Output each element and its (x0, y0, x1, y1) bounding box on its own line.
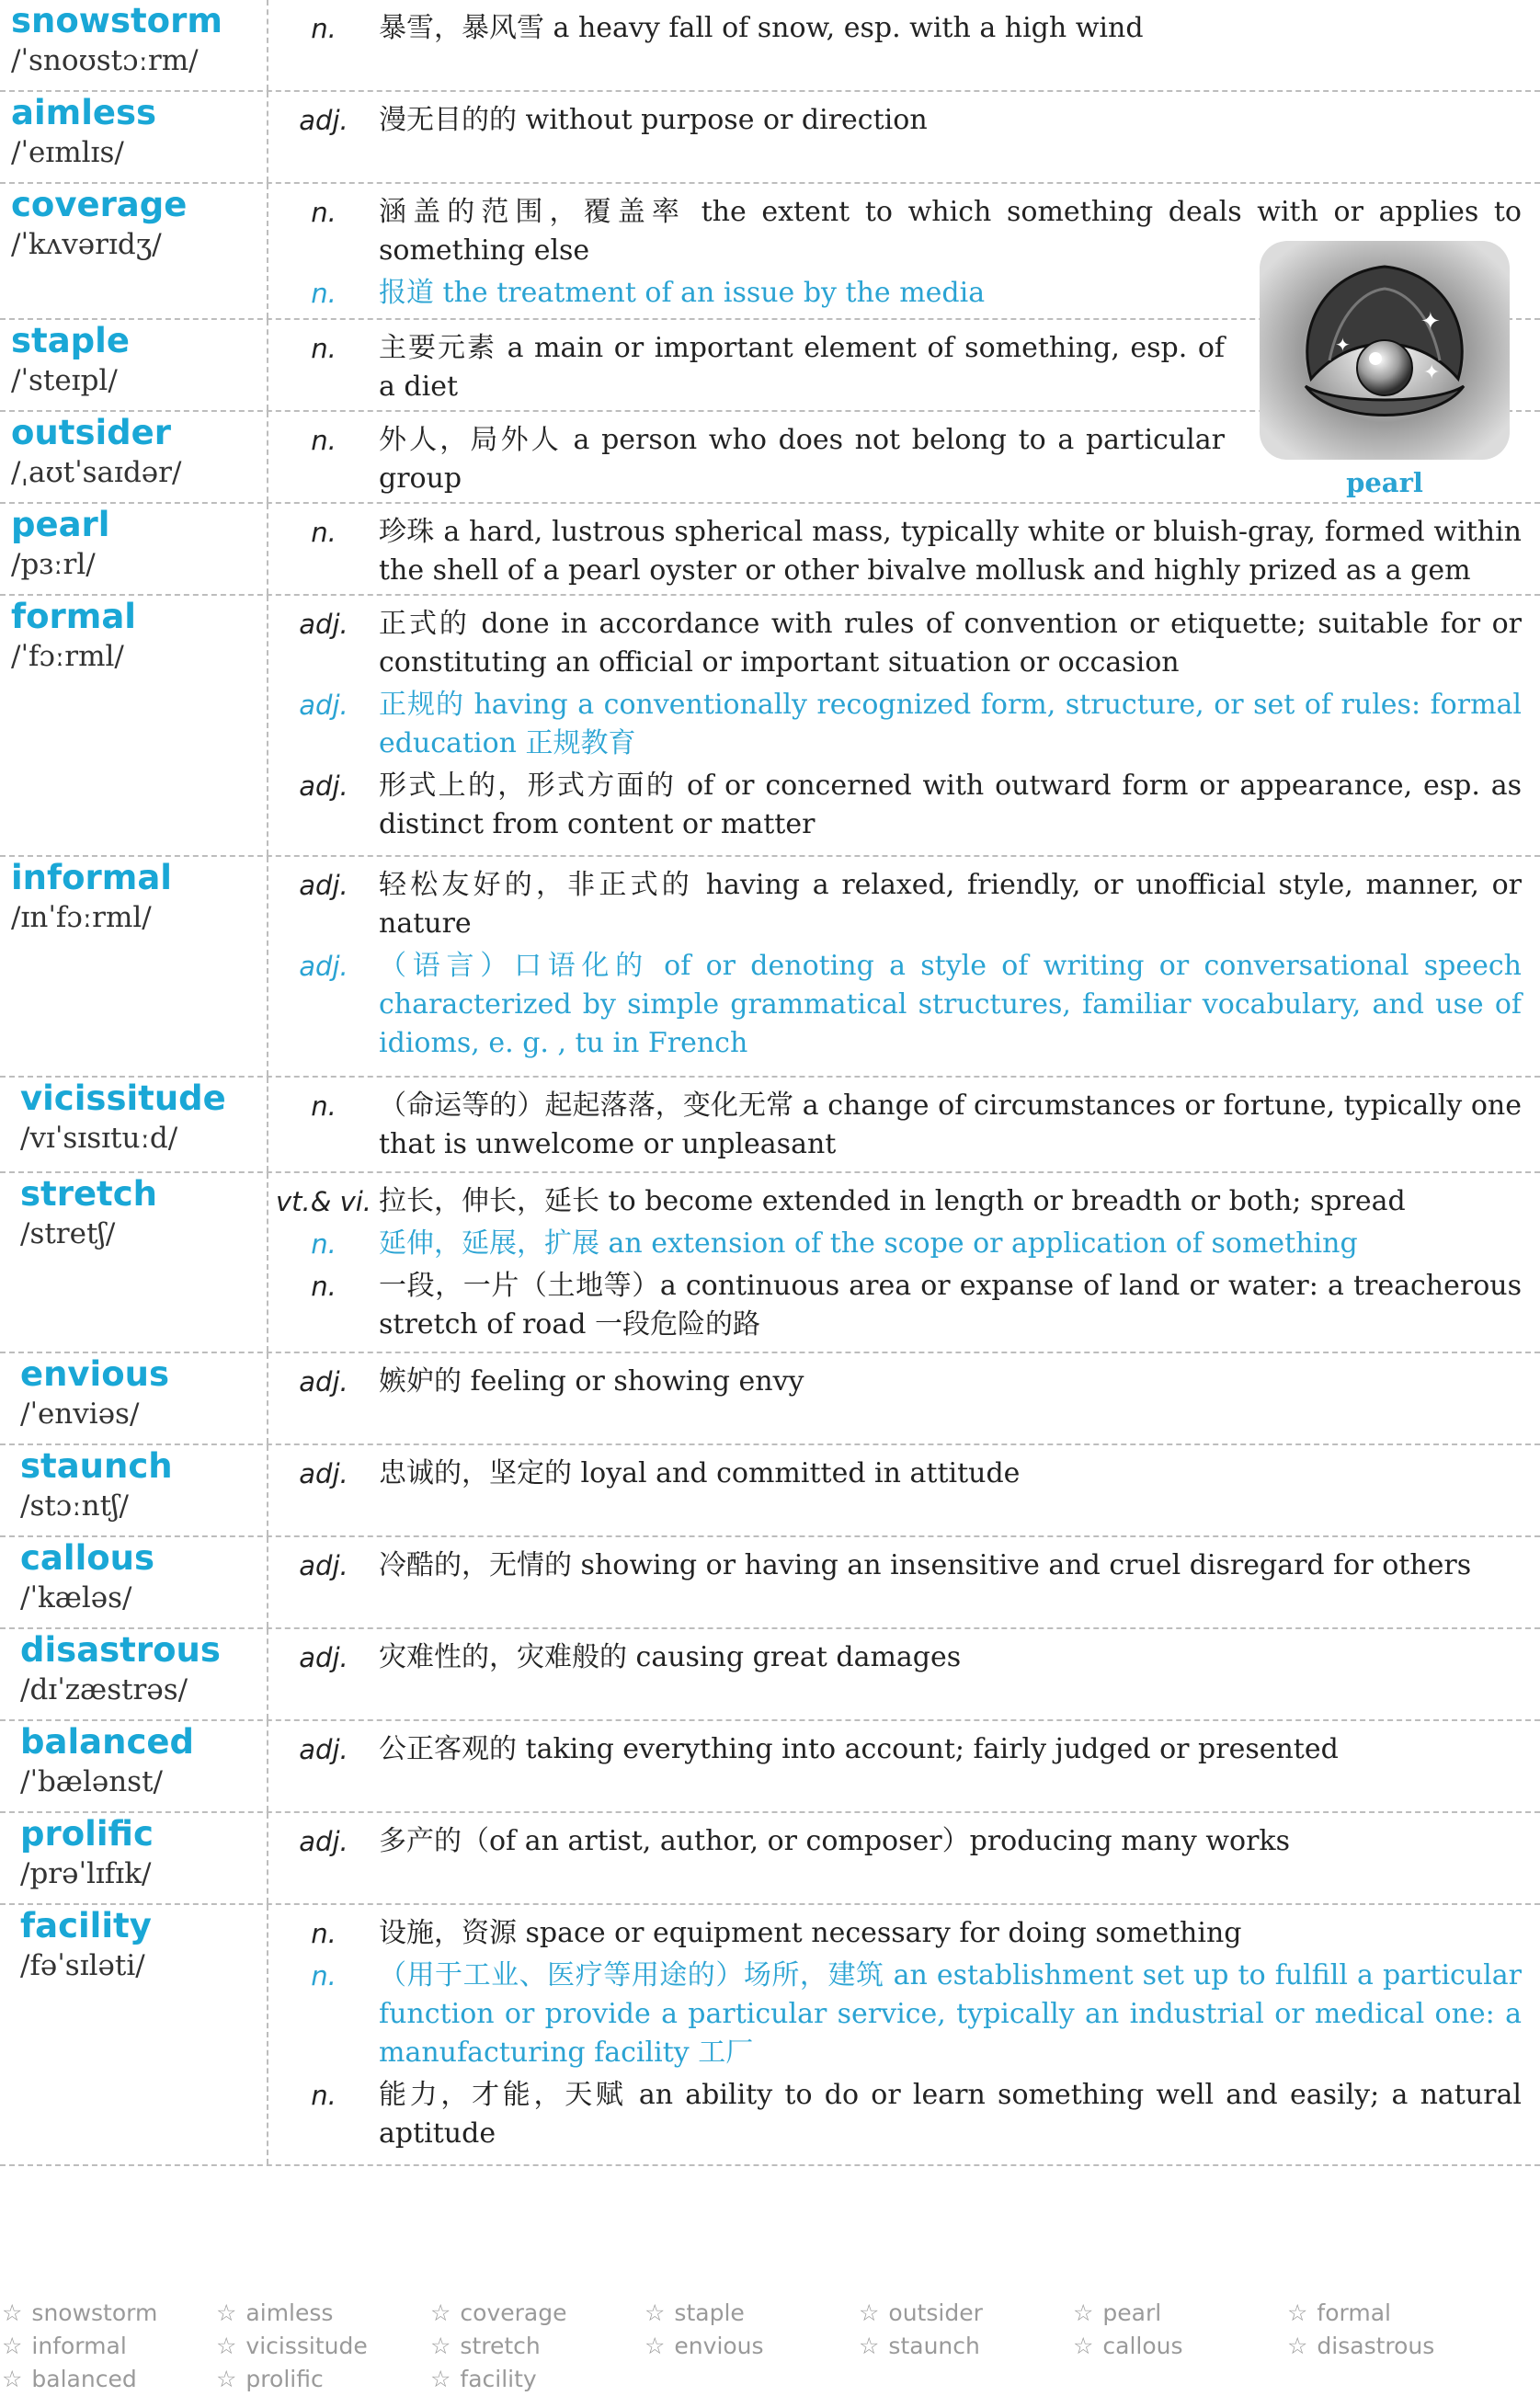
headword: stretch (20, 1174, 158, 1214)
pronunciation: /ɪnˈfɔːrml/ (11, 901, 152, 934)
pronunciation: /prəˈlɪfɪk/ (20, 1857, 152, 1890)
star-icon: ☆ (216, 2299, 237, 2326)
headword-cell (0, 0, 268, 90)
headword-cell (0, 1537, 268, 1627)
definition-text: 冷酷的，无情的 showing or having an insensitive and cruel disregard for others (379, 1549, 1472, 1581)
sense (268, 1730, 1522, 1769)
index-label: informal (31, 2333, 127, 2359)
index-label: prolific (245, 2366, 324, 2392)
sense (268, 1182, 1522, 1221)
pearl-illustration (1260, 241, 1510, 498)
index-item[interactable] (857, 2330, 1071, 2363)
index-item[interactable] (1071, 2297, 1285, 2330)
part-of-speech: n. (311, 2080, 337, 2111)
part-of-speech: n. (311, 425, 337, 456)
index-row (0, 2297, 1540, 2330)
part-of-speech: n. (311, 1228, 337, 1260)
definition-text: 嫉妒的 feeling or showing envy (379, 1365, 804, 1398)
sense (268, 866, 1522, 943)
entry-vicissitude (0, 1078, 1540, 1173)
definitions (268, 596, 1540, 855)
definition-text: 公正客观的 taking everything into account; fairly judged or presented (379, 1733, 1339, 1765)
headword-cell (0, 412, 268, 502)
index-label: snowstorm (31, 2299, 158, 2326)
definition-text: 主要元素 a main or important element of something, esp. of a diet (379, 332, 1225, 403)
star-icon: ☆ (430, 2366, 451, 2392)
headword: staunch (20, 1446, 173, 1486)
definitions (268, 504, 1540, 594)
headword: facility (20, 1906, 152, 1945)
headword-cell (0, 1353, 268, 1443)
svg-text:✦: ✦ (1423, 361, 1441, 384)
part-of-speech: adj. (299, 770, 348, 802)
definitions (268, 1537, 1540, 1627)
sense (268, 1822, 1522, 1861)
definitions (268, 0, 1540, 90)
star-icon: ☆ (1073, 2333, 1094, 2359)
sense (268, 767, 1522, 844)
index-item[interactable] (428, 2297, 643, 2330)
definition-text: 轻松友好的，非正式的 having a relaxed, friendly, or unofficial style, manner, or nature (379, 869, 1522, 940)
sense (268, 1087, 1522, 1164)
definition-text: 拉长，伸长，延长 to become extended in length or breadth or both; spread (379, 1185, 1406, 1217)
part-of-speech: n. (311, 333, 337, 364)
star-icon: ☆ (216, 2333, 237, 2359)
headword: snowstorm (11, 1, 222, 40)
definition-text: 形式上的，形式方面的 of or concerned with outward form or appearance, esp. as distinct from content or matter (379, 770, 1522, 840)
entry-envious (0, 1353, 1540, 1445)
headword-cell (0, 1078, 268, 1171)
index-row (0, 2330, 1540, 2363)
definition-text: 暴雪，暴风雪 a heavy fall of snow, esp. with a high wind (379, 12, 1144, 44)
index-item[interactable] (643, 2330, 857, 2363)
index-label: callous (1102, 2333, 1183, 2359)
definition-text: （语言）口语化的 of or denoting a style of writing or conversational speech characterized by simple grammatical structures, familiar vocabulary, and use of idioms, e. g. , tu in French (379, 950, 1522, 1059)
pronunciation: /pɜːrl/ (11, 548, 96, 581)
entry-balanced (0, 1721, 1540, 1813)
index-item[interactable] (1071, 2330, 1285, 2363)
entry-stretch (0, 1173, 1540, 1353)
entry-staunch (0, 1445, 1540, 1537)
index-label: facility (460, 2366, 537, 2392)
headword: staple (11, 321, 130, 360)
index-label: disastrous (1317, 2333, 1435, 2359)
definitions (268, 857, 1540, 1076)
headword-cell (0, 320, 268, 410)
sense (268, 513, 1522, 590)
svg-text:✦: ✦ (1335, 334, 1351, 356)
index-item[interactable] (643, 2297, 857, 2330)
definition-text: 正规的 having a conventionally recognized form, structure, or set of rules: formal education 正规教育 (379, 689, 1522, 759)
pronunciation: /stɔːntʃ/ (20, 1489, 129, 1523)
headword: formal (11, 597, 136, 636)
pronunciation: /ˈenviəs/ (20, 1398, 140, 1431)
entry-disastrous (0, 1629, 1540, 1721)
index-item[interactable] (1285, 2297, 1500, 2330)
definitions (268, 1445, 1540, 1535)
headword-cell (0, 92, 268, 182)
headword-cell (0, 1721, 268, 1811)
sense (268, 1455, 1522, 1493)
pronunciation: /ˈsnoʊstɔːrm/ (11, 44, 199, 77)
part-of-speech: n. (311, 197, 337, 228)
definition-text: 涵盖的范围，覆盖率 the extent to which something deals with or applies to something else (379, 196, 1522, 267)
definitions (268, 1173, 1540, 1352)
part-of-speech: n. (311, 1271, 337, 1302)
index-item[interactable] (214, 2363, 428, 2396)
sense (268, 2076, 1522, 2153)
sense (268, 947, 1522, 1063)
headword-cell (0, 1445, 268, 1535)
index-label: coverage (460, 2299, 567, 2326)
index-item[interactable] (214, 2297, 428, 2330)
part-of-speech: n. (311, 13, 337, 44)
star-icon: ☆ (430, 2299, 451, 2326)
sense (268, 1225, 1522, 1263)
definition-text: 报道 the treatment of an issue by the media (379, 277, 986, 309)
part-of-speech: adj. (299, 105, 348, 136)
sense (268, 1363, 1522, 1401)
part-of-speech: adj. (299, 951, 348, 982)
index-item[interactable] (857, 2297, 1071, 2330)
index-label: staple (674, 2299, 745, 2326)
index-label: pearl (1102, 2299, 1162, 2326)
entry-formal (0, 596, 1540, 857)
sense (268, 1957, 1522, 2072)
headword: pearl (11, 505, 110, 544)
sense (268, 1914, 1522, 1953)
definition-text: 一段，一片（土地等）a continuous area or expanse of land or water: a treacherous stretch of road 一段危险的路 (379, 1270, 1522, 1341)
definitions (268, 1813, 1540, 1903)
definition-text: （命运等的）起起落落，变化无常 a change of circumstances or fortune, typically one that is unwelcome or unpleasant (379, 1090, 1522, 1160)
headword: prolific (20, 1814, 154, 1854)
headword: outsider (11, 413, 171, 452)
index-item[interactable] (0, 2363, 214, 2396)
pronunciation: /fəˈsɪləti/ (20, 1949, 145, 1982)
definitions (268, 1078, 1540, 1171)
index-label: staunch (888, 2333, 980, 2359)
index-label: balanced (31, 2366, 137, 2392)
star-icon: ☆ (430, 2333, 451, 2359)
definitions (268, 1721, 1540, 1811)
star-icon: ☆ (2, 2333, 23, 2359)
sense (268, 9, 1522, 48)
star-icon: ☆ (645, 2333, 666, 2359)
sense (268, 1638, 1522, 1677)
definition-text: 忠诚的，坚定的 loyal and committed in attitude (379, 1457, 1021, 1489)
index-label: envious (674, 2333, 764, 2359)
part-of-speech: n. (311, 1090, 337, 1122)
index-item[interactable] (1285, 2330, 1500, 2363)
headword: coverage (11, 185, 188, 224)
headword-cell (0, 1813, 268, 1903)
definition-text: （用于工业、医疗等用途的）场所，建筑 an establishment set up to fulfill a particular function or provide a particular service, typically an industrial or medical one: a manufacturing facility 工厂 (379, 1959, 1522, 2069)
star-icon: ☆ (1073, 2299, 1094, 2326)
definitions (268, 1353, 1540, 1443)
pronunciation: /stretʃ/ (20, 1217, 116, 1250)
figure-caption: pearl (1346, 467, 1423, 498)
definition-text: 设施，资源 space or equipment necessary for doing something (379, 1917, 1242, 1949)
headword-cell (0, 596, 268, 855)
star-icon: ☆ (859, 2299, 880, 2326)
sense (268, 686, 1522, 763)
definition-text: 灾难性的，灾难般的 causing great damages (379, 1641, 962, 1673)
headword: disastrous (20, 1630, 221, 1670)
index-item[interactable] (428, 2330, 643, 2363)
star-icon: ☆ (1287, 2333, 1308, 2359)
pronunciation: /ˈkæləs/ (20, 1581, 132, 1614)
headword-cell (0, 184, 268, 318)
index-label: aimless (245, 2299, 334, 2326)
part-of-speech: adj. (299, 1458, 348, 1489)
definition-text: 漫无目的的 without purpose or direction (379, 104, 928, 136)
definition-text: 能力，才能，天赋 an ability to do or learn something well and easily; a natural aptitude (379, 2079, 1522, 2150)
pronunciation: /ˈbælənst/ (20, 1765, 163, 1798)
headword: aimless (11, 93, 157, 132)
headword: balanced (20, 1722, 194, 1762)
sense (268, 1267, 1522, 1344)
part-of-speech: vt.& vi. (275, 1186, 372, 1217)
index-item[interactable] (428, 2363, 643, 2396)
svg-text:✦: ✦ (1420, 308, 1441, 336)
headword-cell (0, 857, 268, 1076)
pearl-in-shell-icon (1260, 241, 1510, 460)
pronunciation: /ˈeɪmlɪs/ (11, 136, 124, 169)
pronunciation: /ˌaʊtˈsaɪdər/ (11, 456, 182, 489)
part-of-speech: n. (311, 278, 337, 309)
index-label: formal (1317, 2299, 1391, 2326)
entry-callous (0, 1537, 1540, 1629)
sense (268, 101, 1522, 140)
definition-text: 多产的（of an artist, author, or composer）producing many works (379, 1825, 1290, 1857)
sense (268, 1546, 1522, 1585)
entry-prolific (0, 1813, 1540, 1905)
headword-cell (0, 1629, 268, 1719)
pronunciation: /ˈsteɪpl/ (11, 364, 118, 397)
headword: envious (20, 1354, 170, 1394)
star-icon: ☆ (1287, 2299, 1308, 2326)
definition-text: 珍珠 a hard, lustrous spherical mass, typically white or bluish-gray, formed within the shell of a pearl oyster or other bivalve mollusk and highly prized as a gem (379, 516, 1522, 587)
sense (268, 605, 1522, 682)
star-icon: ☆ (216, 2366, 237, 2392)
pronunciation: /dɪˈzæstrəs/ (20, 1673, 188, 1706)
pronunciation: /ˈfɔːrml/ (11, 640, 124, 673)
word-index (0, 2297, 1540, 2396)
part-of-speech: n. (311, 517, 337, 548)
part-of-speech: adj. (299, 690, 348, 721)
part-of-speech: adj. (299, 870, 348, 901)
pronunciation: /vɪˈsɪsɪtuːd/ (20, 1122, 178, 1155)
entry-facility (0, 1905, 1540, 2166)
index-label: outsider (888, 2299, 983, 2326)
definitions (268, 92, 1540, 182)
star-icon: ☆ (2, 2299, 23, 2326)
star-icon: ☆ (859, 2333, 880, 2359)
headword: callous (20, 1538, 155, 1578)
part-of-speech: adj. (299, 1734, 348, 1765)
entry-aimless (0, 92, 1540, 184)
part-of-speech: adj. (299, 1642, 348, 1673)
definition-text: 外人，局外人 a person who does not belong to a particular group (379, 424, 1225, 495)
headword: vicissitude (20, 1078, 226, 1118)
pronunciation: /ˈkʌvərɪdʒ/ (11, 228, 162, 261)
index-item[interactable] (214, 2330, 428, 2363)
headword: informal (11, 858, 172, 897)
definition-text: 延伸，延展，扩展 an extension of the scope or application of something (379, 1227, 1358, 1260)
headword-cell (0, 504, 268, 594)
part-of-speech: adj. (299, 609, 348, 640)
headword-cell (0, 1905, 268, 2164)
part-of-speech: n. (311, 1960, 337, 1991)
part-of-speech: n. (311, 1918, 337, 1949)
index-row (0, 2363, 1540, 2396)
entry-informal (0, 857, 1540, 1078)
part-of-speech: adj. (299, 1826, 348, 1857)
index-item[interactable] (0, 2330, 214, 2363)
part-of-speech: adj. (299, 1366, 348, 1398)
definitions (268, 1629, 1540, 1719)
part-of-speech: adj. (299, 1550, 348, 1581)
definitions (268, 1905, 1540, 2164)
star-icon: ☆ (2, 2366, 23, 2392)
star-icon: ☆ (645, 2299, 666, 2326)
entry-pearl (0, 504, 1540, 596)
index-label: stretch (460, 2333, 541, 2359)
index-label: vicissitude (245, 2333, 368, 2359)
index-item[interactable] (0, 2297, 214, 2330)
definition-text: 正式的 done in accordance with rules of convention or etiquette; suitable for or constituting an official or important situation or occasion (379, 608, 1522, 679)
entry-snowstorm (0, 0, 1540, 92)
headword-cell (0, 1173, 268, 1352)
